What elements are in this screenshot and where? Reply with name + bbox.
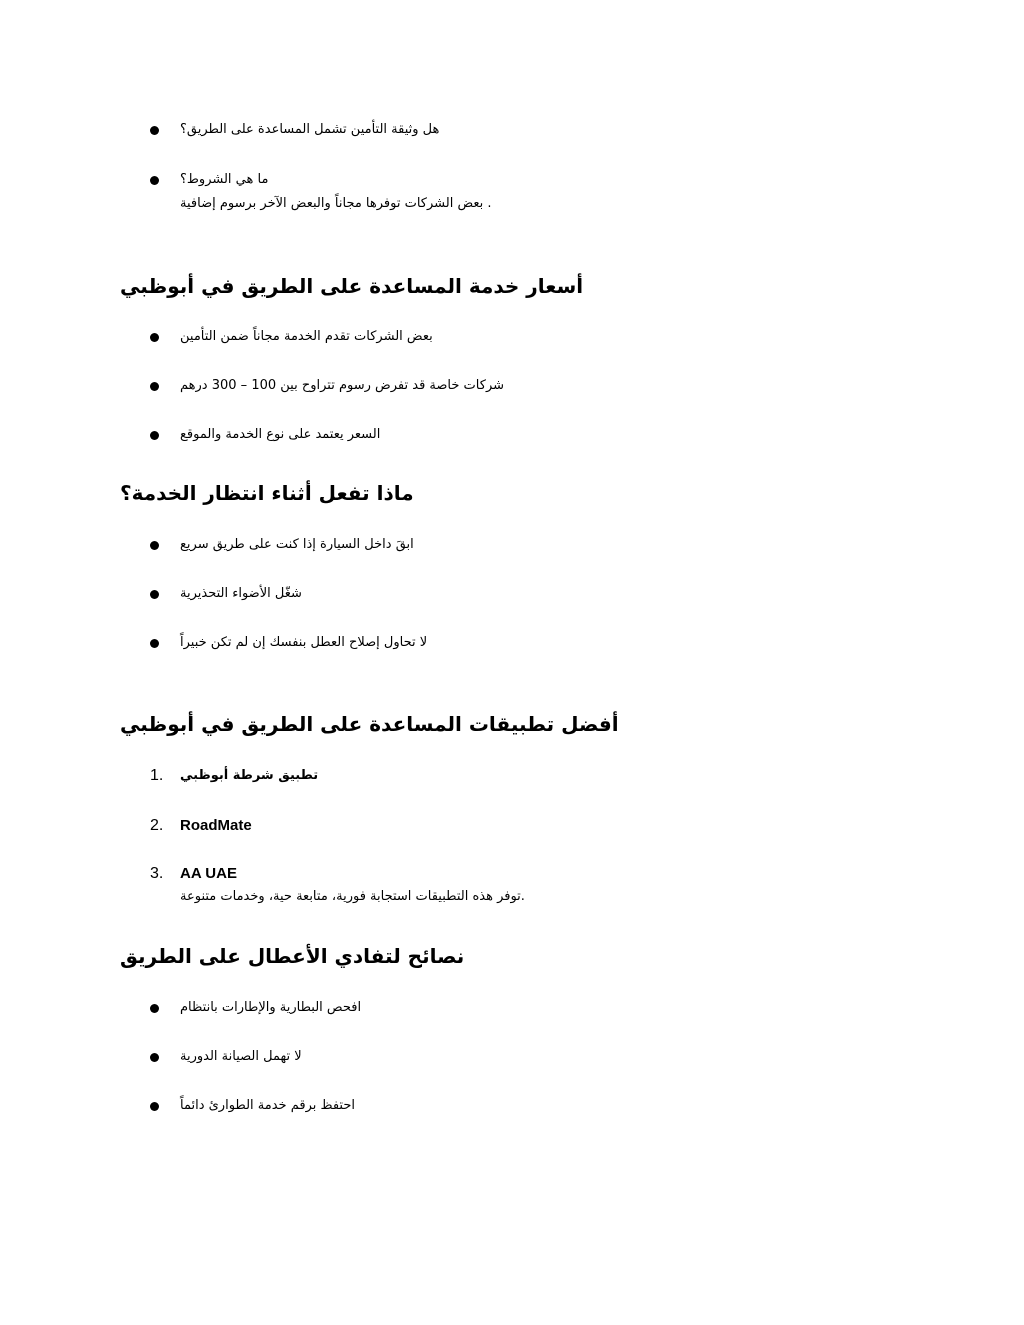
list-item-text: شغّل الأضواء التحذيرية	[180, 586, 302, 601]
list-item-text: لا تهمل الصيانة الدورية	[180, 1049, 302, 1064]
list-item	[0, 119, 1024, 143]
bullet-icon	[150, 382, 159, 391]
bullet-icon	[150, 590, 159, 599]
app-name: RoadMate	[180, 817, 252, 834]
bullet-icon	[150, 541, 159, 550]
bullet-icon	[150, 431, 159, 440]
app-name: AA UAE	[180, 865, 237, 882]
intro-note: . بعض الشركات توفرها مجاناً والبعض الآخر برسوم إضافية	[180, 196, 492, 211]
item-number: 1.	[150, 767, 164, 784]
list-item-text: بعض الشركات تقدم الخدمة مجاناً ضمن التأمين	[180, 329, 433, 344]
bullet-icon	[150, 1004, 159, 1013]
list-item	[0, 326, 1024, 350]
list-item-text: احتفظ برقم خدمة الطوارئ دائماً	[180, 1098, 355, 1113]
list-item	[0, 997, 1024, 1021]
list-item-text: ابقَ داخل السيارة إذا كنت على طريق سريع	[180, 537, 414, 552]
list-item	[0, 583, 1024, 607]
list-item	[0, 1095, 1024, 1119]
list-item	[0, 169, 1024, 193]
numbered-item	[0, 863, 1024, 887]
item-number: 2.	[150, 817, 164, 834]
bullet-icon	[150, 176, 159, 185]
list-item	[0, 375, 1024, 399]
bullet-icon	[150, 1053, 159, 1062]
list-item-text: افحص البطارية والإطارات بانتظام	[180, 1000, 362, 1015]
bullet-icon	[150, 333, 159, 342]
section-heading-tips: نصائح لتفادي الأعطال على الطريق	[120, 944, 465, 968]
app-name: تطبيق شرطة أبوظبي	[180, 768, 319, 783]
apps-note: .توفر هذه التطبيقات استجابة فورية، متابعة حية، وخدمات متنوعة	[180, 889, 525, 904]
list-item	[0, 632, 1024, 656]
list-item-text: هل وثيقة التأمين تشمل المساعدة على الطريق؟	[180, 122, 440, 137]
bullet-icon	[150, 639, 159, 648]
list-item	[0, 534, 1024, 558]
list-item	[0, 424, 1024, 448]
section-heading-prices: أسعار خدمة المساعدة على الطريق في أبوظبي	[120, 274, 584, 298]
list-item-text: السعر يعتمد على نوع الخدمة والموقع	[180, 427, 381, 442]
bullet-icon	[150, 126, 159, 135]
section-heading-apps: أفضل تطبيقات المساعدة على الطريق في أبوظبي	[120, 712, 619, 736]
numbered-item	[0, 765, 1024, 789]
section-heading-waiting: ماذا تفعل أثناء انتظار الخدمة؟	[120, 481, 414, 505]
numbered-item	[0, 815, 1024, 839]
list-item-text: ما هي الشروط؟	[180, 172, 269, 187]
list-item-text: لا تحاول إصلاح العطل بنفسك إن لم تكن خبيراً	[180, 635, 428, 650]
list-item-text: شركات خاصة قد تفرض رسوم تتراوح بين 100 – 300 درهم	[180, 378, 505, 393]
item-number: 3.	[150, 865, 164, 882]
bullet-icon	[150, 1102, 159, 1111]
list-item	[0, 1046, 1024, 1070]
